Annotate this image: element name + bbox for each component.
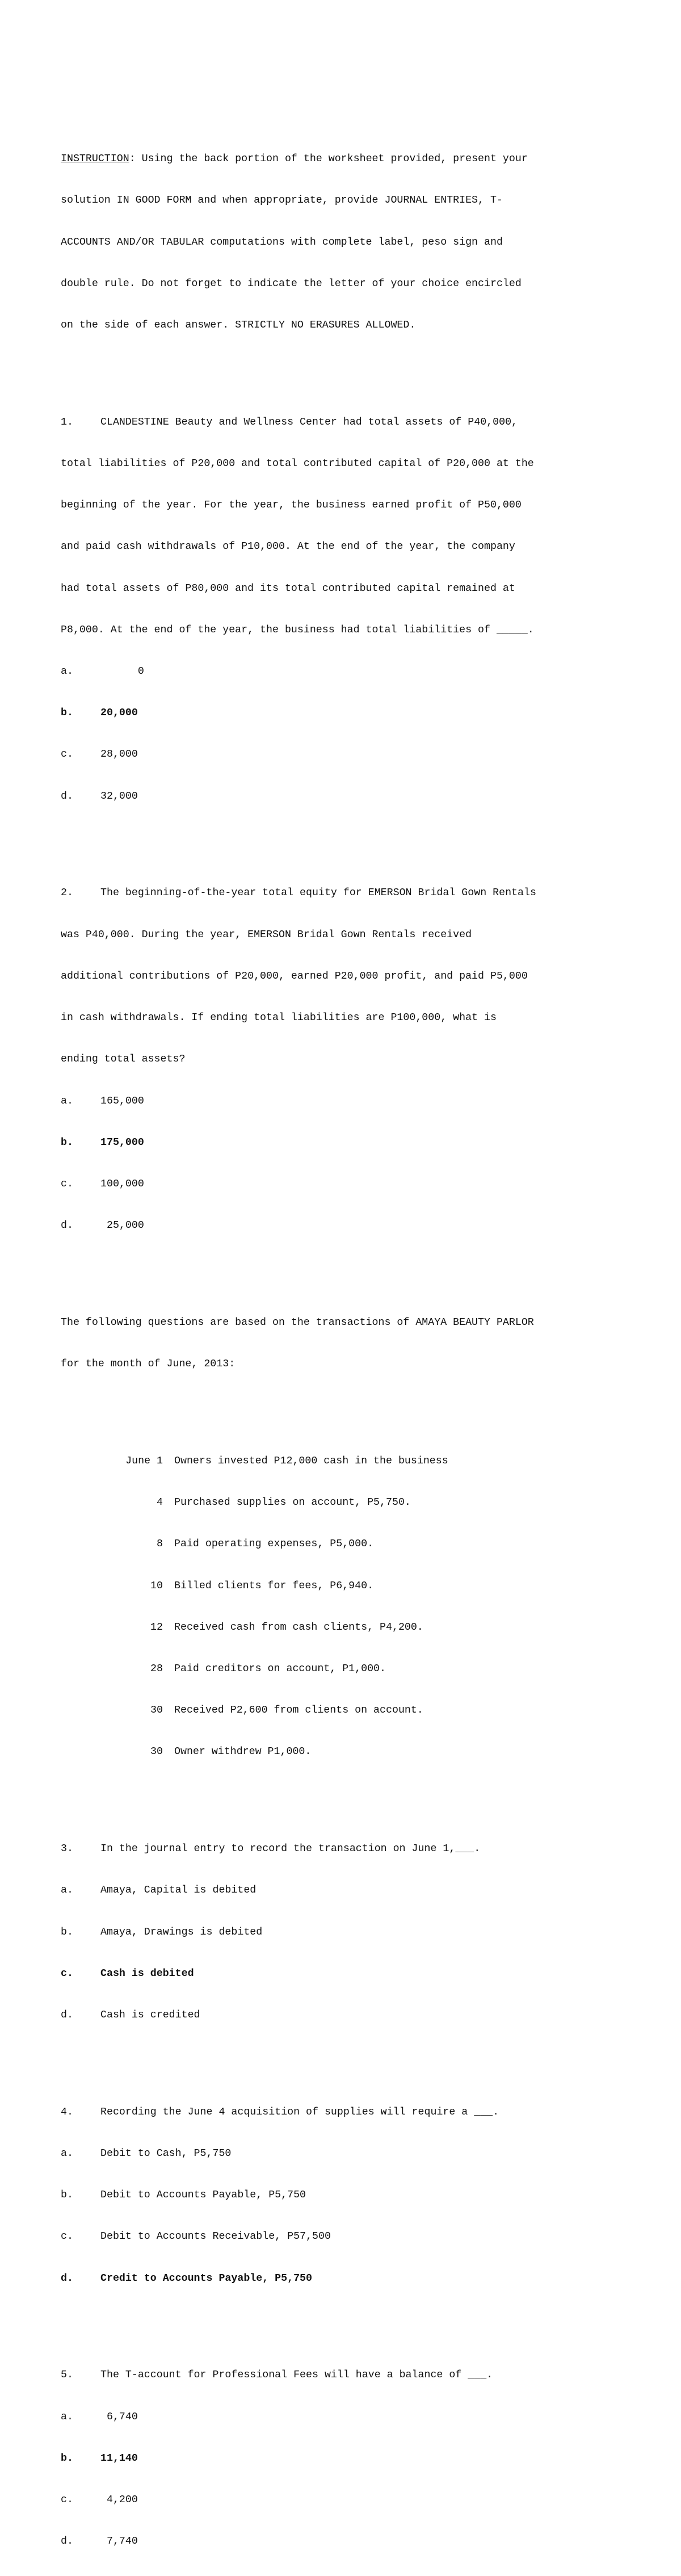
transaction-text: Billed clients for fees, P6,940. (174, 1580, 374, 1592)
question-2-line: additional contributions of P20,000, earned P20,000 profit, and paid P5,000 (61, 970, 528, 982)
question-text: Recording the June 4 acquisition of supplies will require a ___. (100, 2106, 499, 2118)
spacer (61, 360, 640, 374)
transaction-date: 10 (150, 1580, 163, 1592)
worksheet-page (61, 111, 640, 2576)
spacer (61, 831, 640, 845)
question-2-line: in cash withdrawals. If ending total liabilities are P100,000, what is (61, 1012, 497, 1024)
option (61, 2230, 640, 2243)
option-letter: c. (61, 2231, 73, 2243)
option-letter: d. (61, 2272, 73, 2284)
option-value: 6,740 (100, 2411, 138, 2423)
option-value: 7,740 (100, 2536, 138, 2548)
option-value: Cash is credited (100, 2009, 200, 2021)
question-1-line: had total assets of P80,000 and its total contributed capital remained at (61, 582, 515, 594)
option-value: Debit to Accounts Receivable, P57,500 (100, 2231, 331, 2243)
question-2-line: was P40,000. During the year, EMERSON Bridal Gown Rentals received (61, 929, 472, 941)
option-value: 175,000 (100, 1136, 144, 1148)
option-value: 25,000 (100, 1220, 144, 1232)
option-answer (61, 2272, 640, 2285)
question-text: The T-account for Professional Fees will have a balance of ___. (100, 2369, 493, 2381)
option-value: 28,000 (100, 749, 138, 761)
instruction-line: double rule. Do not forget to indicate the letter of your choice encircled (61, 278, 522, 290)
question-1-line: total liabilities of P20,000 and total contributed capital of P20,000 at the (61, 458, 534, 470)
option-letter: b. (61, 2189, 73, 2201)
option (61, 1094, 640, 1108)
transaction-row (61, 1621, 640, 1634)
option-answer (61, 706, 640, 720)
option-letter: a. (61, 666, 73, 678)
option (61, 2147, 640, 2160)
option (61, 2188, 640, 2202)
question-1-line: and paid cash withdrawals of P10,000. At the end of the year, the company (61, 541, 515, 553)
instruction-text: : Using the back portion of the worksheet provided, present your (129, 153, 528, 165)
transaction-row (61, 1537, 640, 1551)
option-answer (61, 1136, 640, 1149)
option-letter: d. (61, 790, 73, 802)
question-number: 2. (61, 887, 73, 899)
spacer (61, 2313, 640, 2327)
option-letter: d. (61, 2009, 73, 2021)
question-text: CLANDESTINE Beauty and Wellness Center had total assets of P40,000, (100, 416, 518, 428)
instruction-line-1 (61, 152, 640, 166)
option (61, 748, 640, 761)
option-value: 165,000 (100, 1095, 144, 1107)
transaction-date: 30 (150, 1705, 163, 1717)
transaction-row (61, 1662, 640, 1676)
question-3-stem (61, 1842, 640, 1856)
transaction-text: Received cash from cash clients, P4,200. (174, 1621, 423, 1633)
question-5-stem (61, 2368, 640, 2382)
option-value: 11,140 (100, 2452, 138, 2464)
question-1-line: P8,000. At the end of the year, the business had total liabilities of _____. (61, 624, 534, 636)
question-1-stem (61, 416, 640, 429)
question-4-stem (61, 2105, 640, 2119)
transactions-intro: The following questions are based on the transactions of AMAYA BEAUTY PARLOR (61, 1316, 534, 1328)
option (61, 2008, 640, 2022)
question-number: 5. (61, 2369, 73, 2381)
option-letter: c. (61, 2494, 73, 2506)
question-number: 3. (61, 1843, 73, 1855)
option-letter: a. (61, 1885, 73, 1897)
transaction-text: Received P2,600 from clients on account. (174, 1705, 423, 1717)
instruction-line: ACCOUNTS AND/OR TABULAR computations with complete label, peso sign and (61, 236, 503, 248)
spacer (61, 1787, 640, 1801)
option (61, 1883, 640, 1897)
option (61, 1177, 640, 1191)
option-letter: d. (61, 1220, 73, 1232)
transaction-row (61, 1454, 640, 1468)
option-letter: b. (61, 1926, 73, 1938)
transaction-text: Owners invested P12,000 cash in the business (174, 1455, 448, 1467)
option-value: Debit to Accounts Payable, P5,750 (100, 2189, 306, 2201)
option-value: Cash is debited (100, 1967, 194, 1979)
option-value: Debit to Cash, P5,750 (100, 2148, 232, 2159)
option-value: Amaya, Drawings is debited (100, 1926, 263, 1938)
option-letter: b. (61, 1136, 73, 1148)
option-value: 100,000 (100, 1178, 144, 1190)
option-letter: a. (61, 1095, 73, 1107)
transaction-text: Paid creditors on account, P1,000. (174, 1663, 386, 1675)
option-letter: c. (61, 749, 73, 761)
option-value: Amaya, Capital is debited (100, 1885, 257, 1897)
transactions-intro: for the month of June, 2013: (61, 1358, 236, 1370)
option (61, 1925, 640, 1939)
option (61, 2535, 640, 2548)
transaction-date: 8 (157, 1538, 163, 1550)
option-value: 20,000 (100, 707, 138, 719)
option-value: 32,000 (100, 790, 138, 802)
transaction-date: 4 (157, 1497, 163, 1509)
question-number: 1. (61, 416, 73, 428)
transaction-row (61, 1704, 640, 1717)
transaction-text: Purchased supplies on account, P5,750. (174, 1497, 411, 1509)
transaction-date: 28 (150, 1663, 163, 1675)
transaction-date: 12 (150, 1621, 163, 1633)
spacer (61, 1399, 640, 1412)
question-text: The beginning-of-the-year total equity for EMERSON Bridal Gown Rentals (100, 887, 536, 899)
option (61, 790, 640, 803)
question-number: 4. (61, 2106, 73, 2118)
option (61, 2410, 640, 2424)
option (61, 2493, 640, 2507)
instruction-label: INSTRUCTION (61, 153, 129, 165)
option (61, 665, 640, 678)
question-text: In the journal entry to record the transaction on June 1,___. (100, 1843, 481, 1855)
instruction-line: on the side of each answer. STRICTLY NO ERASURES ALLOWED. (61, 320, 416, 332)
option-value: Credit to Accounts Payable, P5,750 (100, 2272, 312, 2284)
question-1-line: beginning of the year. For the year, the business earned profit of P50,000 (61, 500, 522, 511)
transaction-date: June 1 (125, 1455, 163, 1467)
spacer (61, 1260, 640, 1274)
option-letter: d. (61, 2536, 73, 2548)
option-letter: c. (61, 1178, 73, 1190)
option-answer (61, 2452, 640, 2465)
transaction-text: Owner withdrew P1,000. (174, 1746, 312, 1758)
option (61, 1219, 640, 1232)
option-answer (61, 1967, 640, 1981)
transaction-row (61, 1745, 640, 1759)
instruction-line: solution IN GOOD FORM and when appropriate, provide JOURNAL ENTRIES, T- (61, 195, 503, 207)
transaction-row (61, 1496, 640, 1509)
transaction-date: 30 (150, 1746, 163, 1758)
option-letter: b. (61, 707, 73, 719)
question-2-stem (61, 886, 640, 900)
question-2-line: ending total assets? (61, 1054, 186, 1065)
option-letter: a. (61, 2148, 73, 2159)
option-value: 0 (100, 666, 144, 678)
transaction-row (61, 1579, 640, 1593)
spacer (61, 2050, 640, 2063)
option-letter: c. (61, 1967, 73, 1979)
option-letter: a. (61, 2411, 73, 2423)
option-letter: b. (61, 2452, 73, 2464)
option-value: 4,200 (100, 2494, 138, 2506)
transaction-text: Paid operating expenses, P5,000. (174, 1538, 374, 1550)
